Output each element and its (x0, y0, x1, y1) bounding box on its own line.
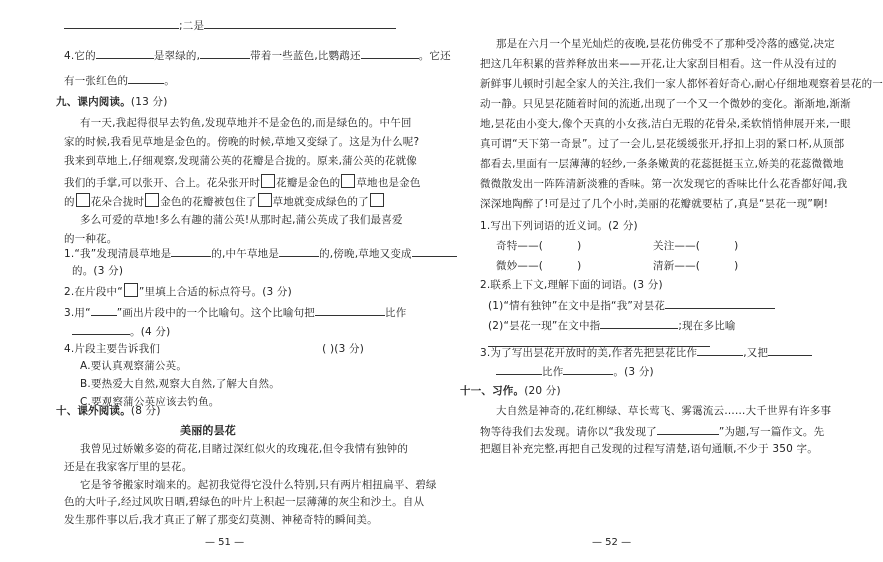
story-line: 微微散发出一阵阵清新淡雅的香味。第一次发现它的香味比什么花香都好闻,我 (480, 178, 848, 190)
question-1: 1.“我”发现清晨草地是 的,中午草地是 的,傍晚,草地又变成 (64, 246, 457, 261)
story-line: 我曾见过娇嫩多姿的荷花,目睹过深红似火的玫瑰花,但令我情有独钟的 (80, 443, 409, 455)
punct-box[interactable] (261, 174, 275, 188)
passage-line: 有一天,我起得很早去钓鱼,发现草地并不是金色的,而是绿色的。中午回 (80, 117, 412, 129)
synonym-item: 奇特——( ) (496, 240, 582, 252)
essay-line: 把题目补充完整,再把自己发现的过程写清楚,语句通顺,不少于 350 字。 (480, 443, 818, 455)
blank[interactable] (697, 345, 743, 356)
essay-line: 大自然是神奇的,花红柳绿、草长莺飞、雾霭流云……大千世界有许多事 (496, 405, 832, 417)
story-line: 动一静。只见昙花随着时间的流逝,出现了一个又一个微妙的变化。渐渐地,渐渐 (480, 98, 851, 110)
story-line: 色的大叶子,经过风吹日晒,碧绿色的叶片上积起一层薄薄的灰尘和沙土。自从 (64, 496, 425, 508)
r-question-2a: (1)“情有独钟”在文中是指“我”对昙花 (488, 298, 775, 313)
right-page (400, 0, 883, 562)
passage-line: 家的时候,我看见草地是金色的。傍晚的时候,草地又变绿了。这是为什么呢? (64, 136, 420, 148)
story-line: 还是在我家客厅里的昙花。 (64, 461, 193, 473)
top-answer-line: ;二是 (64, 18, 396, 33)
r-question-3-cont: 比作 。(3 分) (496, 364, 654, 379)
blank[interactable] (600, 318, 678, 329)
passage-line: 多么可爱的草地!多么有趣的蒲公英!从那时起,蒲公英成了我们最喜爱 (80, 214, 403, 226)
story-line: 它是爷爷搬家时端来的。起初我觉得它没什么特别,只有两片相扭扁平、碧绿 (80, 479, 437, 491)
r-question-2: 2.联系上下文,理解下面的词语。(3 分) (480, 279, 663, 291)
blank[interactable] (768, 345, 812, 356)
story-line: 都看去,里面有一层薄薄的轻纱,一条条嫩黄的花蕊挺挺玉立,娇美的花蕊微微地 (480, 158, 844, 170)
blank[interactable] (200, 48, 250, 59)
punct-box[interactable] (341, 174, 355, 188)
option-a: A.要认真观察蒲公英。 (80, 360, 188, 372)
question-3-cont: 。(4 分) (72, 324, 170, 339)
blank[interactable] (96, 48, 154, 59)
r-question-1: 1.写出下列词语的近义词。(2 分) (480, 220, 638, 232)
title-blank[interactable] (657, 424, 719, 435)
story-line: 深深地陶醉了!可是过了几个小时,美丽的花瓣就要枯了,真是“昙花一现”啊! (480, 198, 829, 210)
synonym-item: 清新——( ) (653, 260, 739, 272)
blank[interactable] (72, 324, 130, 335)
synonym-item: 关注——( ) (653, 240, 739, 252)
story-line: 真可谓“天下第一奇景”。过了一会儿,昙花缓缓张开,抒扣上羽的紧口杯,从顶部 (480, 138, 845, 150)
section11-heading: 十一、习作。(20 分) (460, 385, 561, 397)
q4-line1: 4.它的 是翠绿的, 带着一些蓝色,比鹦鹉还 。它还 (64, 50, 451, 62)
punct-box (124, 283, 138, 297)
blank[interactable] (563, 364, 613, 375)
option-b: B.要热爱大自然,观察大自然,了解大自然。 (80, 378, 280, 390)
blank[interactable] (665, 298, 775, 309)
story-line: 把这几年积累的营养释放出来——开花,让大家刮目相看。这一件从没有过的 (480, 58, 837, 70)
question-3: 3.用“ ”画出片段中的一个比喻句。这个比喻句把 比作 (64, 307, 407, 319)
q4-line2: 有一张红色的 。 (64, 75, 175, 87)
blank[interactable] (204, 18, 396, 29)
passage-line: 的一种花。 (64, 233, 118, 245)
page-number: — 51 — (205, 537, 245, 548)
punct-box[interactable] (145, 193, 159, 207)
synonym-item: 微妙——( ) (496, 260, 582, 272)
story-line: 那是在六月一个星光灿烂的夜晚,昙花仿佛受不了那种受冷落的感觉,决定 (496, 38, 835, 50)
passage-line-boxes: 我们的手掌,可以张开、合上。花朵张开时 花瓣是金色的 草地也是金色 (64, 174, 421, 190)
r-question-3: 3.为了写出昙花开放时的美,作者先把昙花比作 ,又把 (480, 345, 812, 360)
story-line: 新鲜事儿顿时引起全家人的关注,我们一家人都怀着好奇心,耐心仔细地观察着昙花的一 (480, 78, 883, 90)
section9-heading: 九、课内阅读。(13 分) (56, 96, 168, 108)
section10-heading: 十、课外阅读。(8 分) (56, 405, 161, 417)
passage-line-boxes: 的 花朵合拢时 金色的花瓣被包住了 草地就变成绿色的了 (64, 193, 385, 209)
blank[interactable] (64, 18, 179, 29)
question-1-cont: 的。(3 分) (72, 265, 124, 277)
blank[interactable] (128, 73, 164, 84)
story-line: 地,昙花由小变大,像个天真的小女孩,洁白无瑕的花骨朵,柔软悄悄伸展开来,一眼 (480, 118, 851, 130)
passage-line: 我来到草地上,仔细观察,发现蒲公英的花瓣是合拢的。原来,蒲公英的花就像 (64, 155, 418, 167)
blank[interactable] (279, 246, 319, 257)
r-question-2b: (2)“昙花一现”在文中指 ;现在多比喻 (488, 320, 736, 332)
option-c: C.要观察蒲公英应该去钓鱼。 (80, 396, 220, 408)
blank[interactable] (171, 246, 211, 257)
page-number: — 52 — (592, 537, 632, 548)
question-4: 4.片段主要告诉我们 ( )(3 分) (64, 343, 364, 355)
punct-box[interactable] (258, 193, 272, 207)
punct-box[interactable] (370, 193, 384, 207)
essay-line: 物等待我们去发现。请你以“我发现了 ”为题,写一篇作文。先 (480, 426, 825, 438)
wavy-line-sample (91, 305, 117, 316)
blank[interactable] (315, 305, 385, 316)
question-2: 2.在片段中“ ”里填上合适的标点符号。(3 分) (64, 283, 292, 299)
story-line: 发生那件事以后,我才真正了解了那变幻莫测、神秘奇特的瞬间美。 (64, 514, 378, 526)
story-title: 美丽的昙花 (180, 424, 236, 437)
punct-box[interactable] (76, 193, 90, 207)
blank[interactable] (496, 364, 542, 375)
